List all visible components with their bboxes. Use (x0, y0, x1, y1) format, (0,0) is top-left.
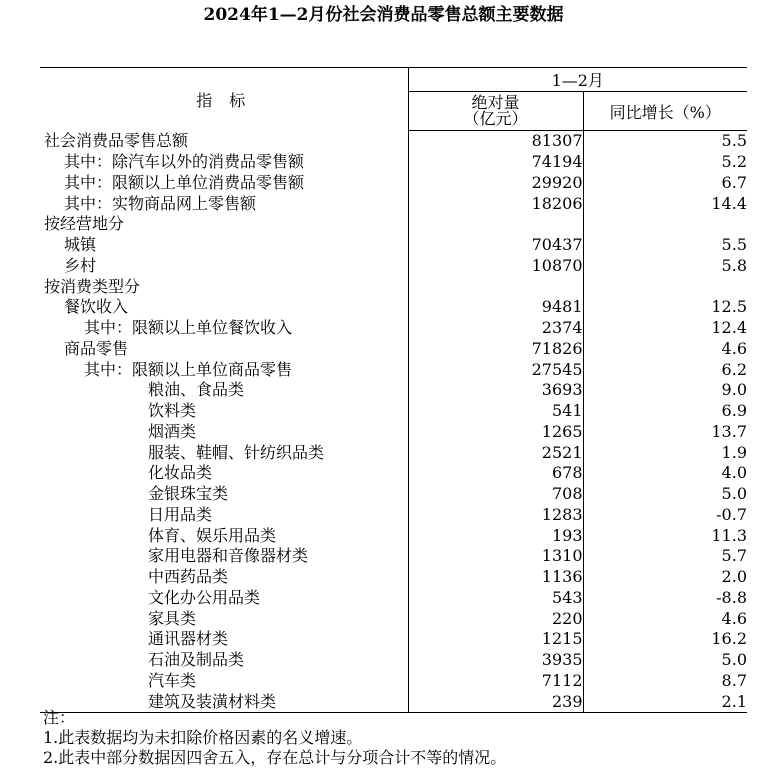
period-header: 1—2月 (408, 68, 747, 92)
table-body (40, 131, 747, 713)
absolute-value-header-line2: （亿元） (463, 109, 528, 128)
row-absolute-value: 7112 (408, 671, 583, 692)
row-label: 其中：限额以上单位消费品零售额 (40, 173, 408, 194)
row-growth-rate: 5.2 (721, 152, 747, 172)
notes-heading: 注： (43, 708, 76, 727)
table-row (40, 131, 747, 152)
row-absolute-value: 10870 (408, 256, 583, 277)
indicator-header: 指 标 (40, 68, 408, 131)
table-row (40, 650, 747, 671)
page-title: 2024年1—2月份社会消费品零售总额主要数据 (203, 5, 564, 25)
table-row (40, 525, 747, 546)
row-label: 其中：限额以上单位商品零售 (40, 359, 408, 380)
row-label: 商品零售 (40, 339, 408, 360)
row-absolute-value: 18206 (408, 193, 583, 214)
row-growth-rate: 4.6 (721, 608, 747, 628)
row-growth-rate: 2.1 (583, 691, 747, 712)
row-absolute-value: 239 (408, 691, 583, 712)
table-row (40, 235, 747, 256)
table-row (40, 546, 747, 567)
row-growth-rate: 5.0 (721, 484, 747, 504)
retail-sales-table (40, 67, 747, 713)
table-row (40, 297, 747, 318)
row-growth-rate: 4.0 (721, 463, 747, 483)
row-growth-rate: 12.5 (711, 297, 747, 317)
row-growth-rate: 4.6 (721, 338, 747, 358)
table-row (40, 193, 747, 214)
row-growth-rate: 5.7 (721, 546, 747, 566)
row-label: 按消费类型分 (40, 276, 408, 297)
row-label: 按经营地分 (40, 214, 408, 235)
table-row (40, 339, 747, 360)
row-growth-rate (583, 214, 747, 235)
row-label: 建筑及装潢材料类 (40, 691, 408, 712)
row-label: 日用品类 (40, 505, 408, 526)
table-row (40, 629, 747, 650)
row-absolute-value: 543 (408, 588, 583, 609)
row-label: 体育、娱乐用品类 (40, 525, 408, 546)
table-row (40, 256, 747, 277)
row-growth-rate: -0.7 (716, 504, 747, 524)
row-absolute-value (408, 214, 583, 235)
row-growth-rate: 6.9 (721, 401, 747, 421)
row-growth-rate: 16.2 (711, 629, 747, 649)
row-label: 乡村 (40, 256, 408, 277)
row-growth-rate: 2.0 (721, 567, 747, 587)
table-row (40, 442, 747, 463)
table-row (40, 152, 747, 173)
row-absolute-value: 2521 (408, 442, 583, 463)
row-label: 家具类 (40, 608, 408, 629)
table-row (40, 318, 747, 339)
row-label: 家用电器和音像器材类 (40, 546, 408, 567)
row-growth-rate: 5.5 (721, 131, 747, 151)
row-label: 石油及制品类 (40, 650, 408, 671)
row-absolute-value: 9481 (408, 297, 583, 318)
row-label: 其中：实物商品网上零售额 (40, 193, 408, 214)
row-growth-rate: 5.0 (721, 650, 747, 670)
row-absolute-value: 541 (408, 401, 583, 422)
row-growth-rate: 6.2 (721, 359, 747, 379)
row-absolute-value: 220 (408, 608, 583, 629)
row-absolute-value: 3693 (408, 380, 583, 401)
row-growth-rate: 1.9 (721, 442, 747, 462)
row-label: 其中：限额以上单位餐饮收入 (40, 318, 408, 339)
row-growth-rate: 5.5 (721, 235, 747, 255)
notes (43, 708, 506, 768)
table-row (40, 422, 747, 443)
row-growth-rate: 13.7 (711, 421, 747, 441)
row-absolute-value: 1215 (408, 629, 583, 650)
row-absolute-value: 71826 (408, 339, 583, 360)
row-absolute-value: 1310 (408, 546, 583, 567)
table-row (40, 463, 747, 484)
row-absolute-value: 81307 (408, 131, 583, 152)
row-absolute-value (408, 276, 583, 297)
table-row (40, 671, 747, 692)
row-label: 社会消费品零售总额 (40, 131, 408, 152)
row-growth-rate (583, 276, 747, 297)
table-row (40, 608, 747, 629)
row-growth-rate: 11.3 (711, 525, 747, 545)
row-label: 中西药品类 (40, 567, 408, 588)
row-label: 烟酒类 (40, 422, 408, 443)
table-row (40, 173, 747, 194)
table-row (40, 380, 747, 401)
absolute-value-header (408, 92, 583, 131)
row-label: 餐饮收入 (40, 297, 408, 318)
table-row (40, 214, 747, 235)
row-absolute-value: 3935 (408, 650, 583, 671)
table-row (40, 567, 747, 588)
row-label: 粮油、食品类 (40, 380, 408, 401)
row-absolute-value: 1283 (408, 505, 583, 526)
row-label: 通讯器材类 (40, 629, 408, 650)
row-absolute-value: 29920 (408, 173, 583, 194)
table-row (40, 505, 747, 526)
row-growth-rate: -8.8 (716, 587, 747, 607)
row-growth-rate: 6.7 (721, 172, 747, 192)
row-growth-rate: 8.7 (721, 670, 747, 690)
table-row (40, 359, 747, 380)
row-growth-rate: 14.4 (711, 193, 747, 213)
row-absolute-value: 1265 (408, 422, 583, 443)
note-item: 1.此表数据均为未扣除价格因素的名义增速。 (43, 728, 363, 747)
growth-rate-header: 同比增长（%） (583, 92, 747, 131)
row-label: 化妆品类 (40, 463, 408, 484)
table-row (40, 588, 747, 609)
table-row (40, 401, 747, 422)
row-absolute-value: 27545 (408, 359, 583, 380)
row-label: 城镇 (40, 235, 408, 256)
row-label: 金银珠宝类 (40, 484, 408, 505)
absolute-value-header-line1: 绝对量 (471, 93, 520, 112)
row-absolute-value: 2374 (408, 318, 583, 339)
row-label: 服装、鞋帽、针纺织品类 (40, 442, 408, 463)
table-row (40, 276, 747, 297)
row-label: 其中：除汽车以外的消费品零售额 (40, 152, 408, 173)
row-label: 文化办公用品类 (40, 588, 408, 609)
row-absolute-value: 678 (408, 463, 583, 484)
row-absolute-value: 193 (408, 525, 583, 546)
row-absolute-value: 74194 (408, 152, 583, 173)
row-growth-rate: 9.0 (721, 380, 747, 400)
row-growth-rate: 12.4 (711, 318, 747, 338)
row-absolute-value: 708 (408, 484, 583, 505)
row-label: 汽车类 (40, 671, 408, 692)
row-label: 饮料类 (40, 401, 408, 422)
row-absolute-value: 70437 (408, 235, 583, 256)
row-absolute-value: 1136 (408, 567, 583, 588)
note-item: 2.此表中部分数据因四舍五入，存在总计与分项合计不等的情况。 (43, 748, 507, 767)
row-growth-rate: 5.8 (721, 255, 747, 275)
table-row (40, 484, 747, 505)
